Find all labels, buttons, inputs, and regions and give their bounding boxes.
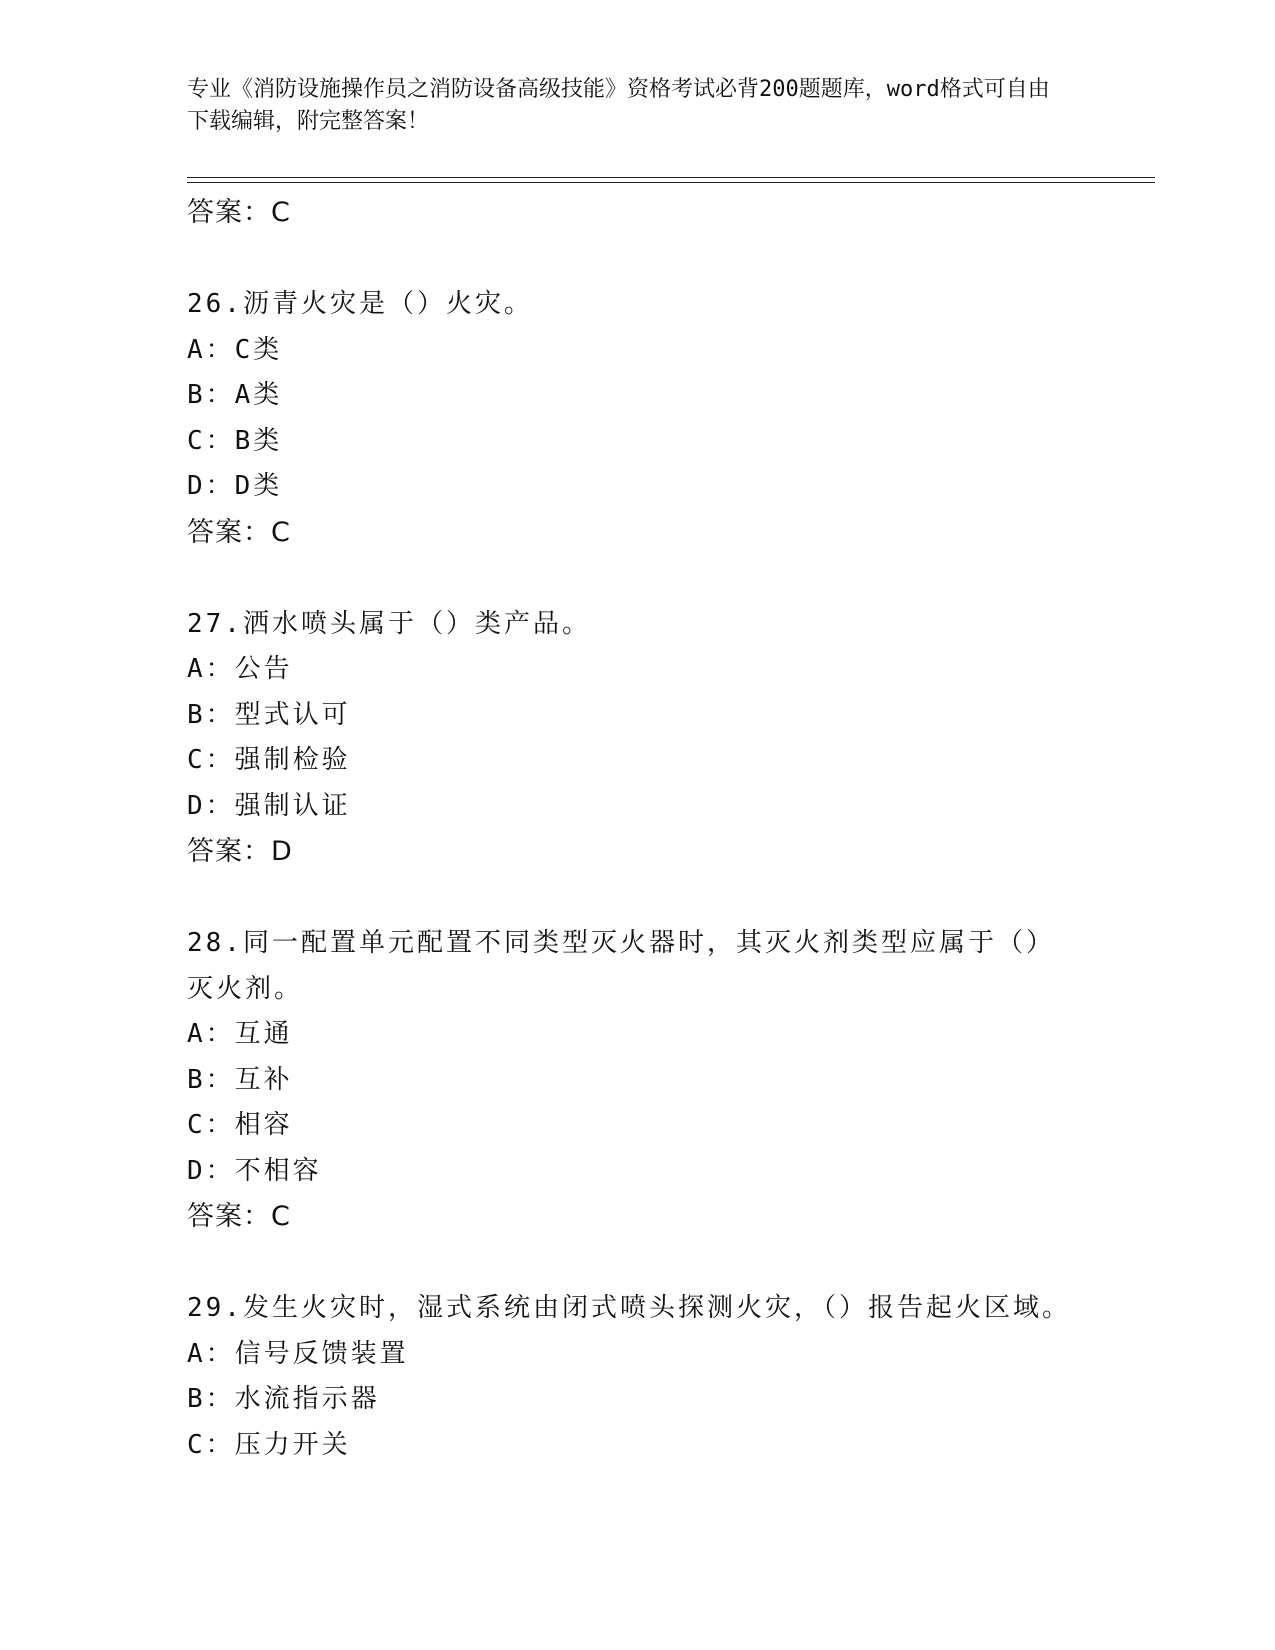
answer-line: 答案：C bbox=[187, 516, 291, 548]
header-rule-top bbox=[187, 177, 1155, 178]
question-stem: 27.洒水喷头属于（）类产品。 bbox=[187, 608, 591, 639]
option-d: D：不相容 bbox=[187, 1155, 322, 1186]
option-a: A：互通 bbox=[187, 1019, 293, 1049]
question-stem: 26.沥青火灾是（）火灾。 bbox=[187, 289, 533, 319]
question-28 bbox=[187, 921, 1087, 1239]
answer-line: 答案：C bbox=[187, 1201, 291, 1232]
question-26 bbox=[187, 282, 1087, 555]
option-b: B：A类 bbox=[187, 380, 283, 410]
question-stem: 28.同一配置单元配置不同类型灭火器时，其灭火剂类型应属于（）灭火剂。 bbox=[187, 928, 1055, 1004]
option-b: B：互补 bbox=[187, 1064, 293, 1095]
option-a: A：公告 bbox=[187, 654, 293, 684]
option-d: D：强制认证 bbox=[187, 790, 351, 821]
document-header: 专业《消防设施操作员之消防设备高级技能》资格考试必背200题题库，word格式可自由下载编辑，附完整答案！ bbox=[187, 77, 1050, 134]
option-c: C：压力开关 bbox=[187, 1429, 351, 1460]
header-rule-bottom bbox=[187, 182, 1155, 183]
question-stem: 29.发生火灾时，湿式系统由闭式喷头探测火灾，（）报告起火区域。 bbox=[187, 1293, 1071, 1323]
option-d: D：D类 bbox=[187, 471, 283, 501]
option-c: C：相容 bbox=[187, 1110, 293, 1140]
option-b: B：水流指示器 bbox=[187, 1384, 380, 1414]
question-29 bbox=[187, 1286, 1087, 1468]
option-b: B：型式认可 bbox=[187, 699, 351, 730]
answer-line: 答案：C bbox=[187, 197, 291, 228]
answer-line: 答案：D bbox=[187, 836, 293, 867]
option-a: A：C类 bbox=[187, 334, 283, 365]
option-c: C：强制检验 bbox=[187, 745, 351, 775]
question-content bbox=[187, 190, 1087, 1468]
question-27 bbox=[187, 602, 1087, 875]
option-c: C：B类 bbox=[187, 425, 283, 456]
option-a: A：信号反馈装置 bbox=[187, 1338, 409, 1369]
